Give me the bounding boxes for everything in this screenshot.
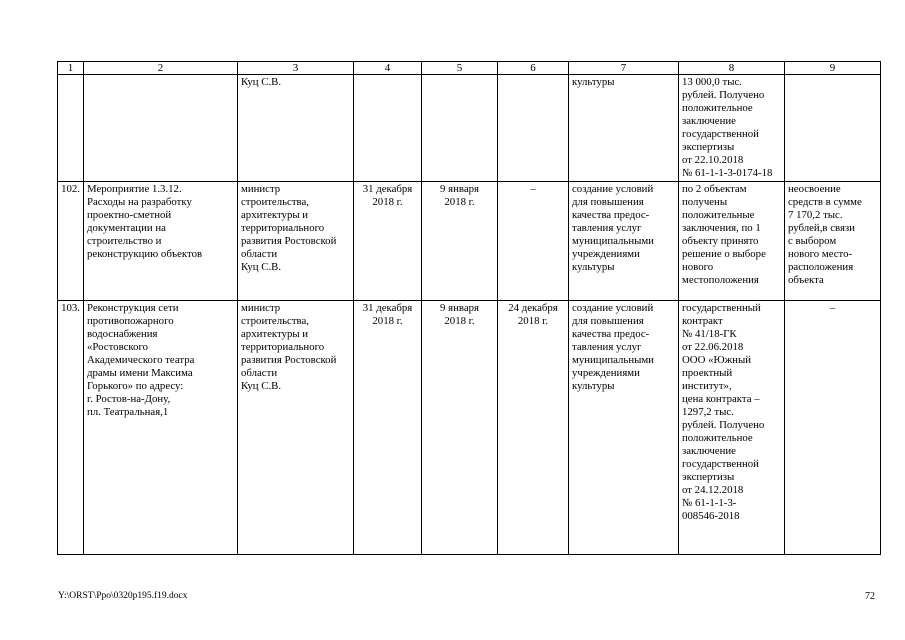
expected-result: создание условий для повышения качества предос- тавления услуг муниципальными учреждениями культуры xyxy=(569,182,679,301)
expected-result: создание условий для повышения качества предос- тавления услуг муниципальными учреждениями культуры xyxy=(569,301,679,555)
table-row xyxy=(58,301,881,555)
row-number: 103. xyxy=(58,301,84,555)
actual-result: по 2 объектам получены положительные заключения, по 1 объекту принято решение о выборе нового местоположения xyxy=(679,182,785,301)
date-plan: 31 декабря 2018 г. xyxy=(354,301,422,555)
row-number xyxy=(58,75,84,182)
expected-result: культуры xyxy=(569,75,679,182)
date-start: 9 января 2018 г. xyxy=(422,182,498,301)
table-row xyxy=(58,75,881,182)
column-number: 1 xyxy=(58,62,84,75)
column-number: 9 xyxy=(785,62,881,75)
date-start: 9 января 2018 г. xyxy=(422,301,498,555)
actual-result: 13 000,0 тыс. рублей. Получено положительное заключение государственной экспертизы от 22.10.2018 № 61-1-1-3-0174-18 xyxy=(679,75,785,182)
column-number: 4 xyxy=(354,62,422,75)
actual-result: государственный контракт № 41/18-ГК от 22.06.2018 ООО «Южный проектный институт», цена контракта – 1297,2 тыс. рублей. Получено положительное заключение государственной экспертизы от 24.12.2018 № 61-1-1-3- 008546-2018 xyxy=(679,301,785,555)
event-name: Мероприятие 1.3.12. Расходы на разработку проектно-сметной документации на строительство и реконструкцию объектов xyxy=(84,182,238,301)
date-fact: 24 декабря 2018 г. xyxy=(498,301,569,555)
column-numbers-row xyxy=(58,62,881,75)
problems xyxy=(785,75,881,182)
date-plan xyxy=(354,75,422,182)
problems: – xyxy=(785,301,881,555)
page-number: 72 xyxy=(865,591,875,602)
report-table xyxy=(57,61,881,555)
column-number: 2 xyxy=(84,62,238,75)
executor: министр строительства, архитектуры и территориального развития Ростовской области Куц С.В. xyxy=(238,182,354,301)
column-number: 6 xyxy=(498,62,569,75)
date-plan: 31 декабря 2018 г. xyxy=(354,182,422,301)
column-number: 7 xyxy=(569,62,679,75)
table-row xyxy=(58,182,881,301)
executor: министр строительства, архитектуры и территориального развития Ростовской области Куц С.В. xyxy=(238,301,354,555)
date-fact xyxy=(498,75,569,182)
row-number: 102. xyxy=(58,182,84,301)
column-number: 5 xyxy=(422,62,498,75)
event-name: Реконструкция сети противопожарного водоснабжения «Ростовского Академического театра драмы имени Максима Горького» по адресу: г. Ростов-на-Дону, пл. Театральная,1 xyxy=(84,301,238,555)
column-number: 3 xyxy=(238,62,354,75)
column-number: 8 xyxy=(679,62,785,75)
executor: Куц С.В. xyxy=(238,75,354,182)
date-start xyxy=(422,75,498,182)
file-path: Y:\ORST\Ppo\0320p195.f19.docx xyxy=(58,591,188,601)
date-fact: – xyxy=(498,182,569,301)
problems: неосвоение средств в сумме 7 170,2 тыс. рублей,в связи с выбором нового место- расположения объекта xyxy=(785,182,881,301)
event-name xyxy=(84,75,238,182)
